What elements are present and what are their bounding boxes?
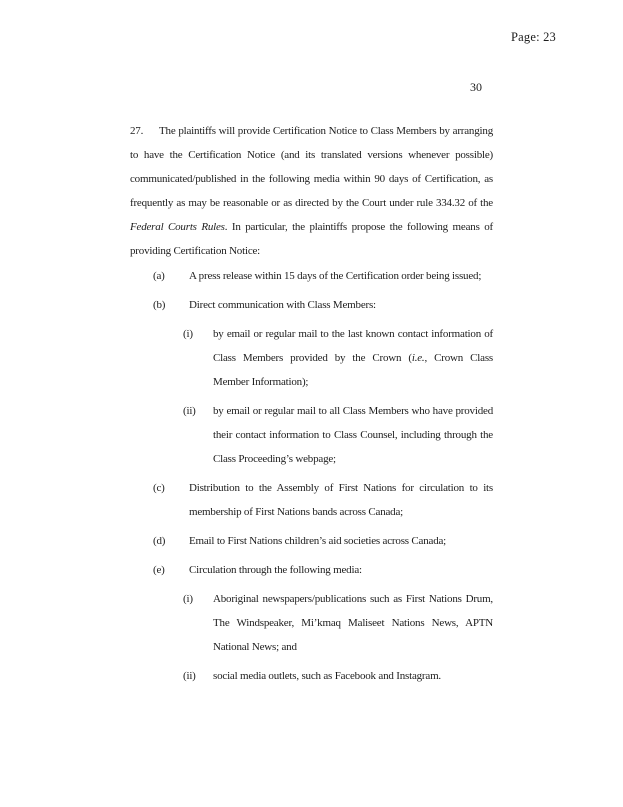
list-item-text: [213, 670, 441, 682]
certification-notice-list: [130, 264, 493, 688]
list-item-ii: [183, 664, 493, 688]
text-segment: The plaintiffs will provide Certification Notice to Class Members by arranging to have the Certification Notice (and its translated versions whenever possible) communicated/published in the following media within 90 days of Certification, as frequently as may be reasonable or as directed by the Court under rule 334.32 of the: [130, 125, 493, 209]
list-item-marker: (ii): [183, 405, 196, 417]
document-page-number: 30: [470, 80, 482, 94]
text-segment: Distribution to the Assembly of First Nations for circulation to its membership of First Nations bands across Canada;: [189, 482, 493, 518]
italic-text-segment: i.e.: [411, 352, 425, 364]
list-item-marker: (b): [153, 299, 166, 311]
list-item-text: [213, 405, 493, 465]
list-item-a: [153, 264, 493, 288]
text-segment: . In particular, the plaintiffs propose the following means of providing Certification Notice:: [130, 221, 493, 257]
list-item-text: [189, 482, 493, 518]
list-item-e: [153, 558, 493, 582]
text-segment: by email or regular mail to all Class Members who have provided their contact information to Class Counsel, including through the Class Proceeding’s webpage;: [213, 405, 493, 465]
text-segment: Circulation through the following media:: [189, 564, 362, 576]
italic-text-segment: Federal Courts Rules: [130, 221, 225, 233]
text-segment: , Crown Class Member Information);: [213, 352, 493, 388]
list-item-text: [213, 593, 493, 653]
text-segment: Aboriginal newspapers/publications such as First Nations Drum, The Windspeaker, Mi’kmaq Maliseet Nations News, APTN National News; and: [213, 593, 493, 653]
text-segment: Email to First Nations children’s aid societies across Canada;: [189, 535, 447, 547]
list-item-text: [189, 564, 362, 576]
list-item-ii: [183, 399, 493, 471]
list-item-marker: (i): [183, 328, 193, 340]
paragraph-27: [130, 119, 493, 263]
list-item-i: [183, 322, 493, 394]
list-item-marker: (e): [153, 564, 165, 576]
list-item-marker: (d): [153, 535, 166, 547]
text-segment: A press release within 15 days of the Certification order being issued;: [189, 270, 482, 282]
list-item-text: [189, 535, 446, 547]
list-item-i: [183, 587, 493, 659]
list-item-text: [189, 270, 481, 282]
list-item-text: [189, 299, 376, 311]
paragraph-number: 27.: [130, 125, 144, 137]
list-item-text: [213, 328, 493, 388]
text-segment: by email or regular mail to the last known contact information of Class Members provided by the Crown (: [213, 328, 493, 364]
text-segment: Direct communication with Class Members:: [189, 299, 376, 311]
text-segment: social media outlets, such as Facebook and Instagram.: [213, 670, 441, 682]
list-item-marker: (c): [153, 482, 165, 494]
list-item-marker: (a): [153, 270, 165, 282]
list-item-marker: (ii): [183, 670, 196, 682]
page-header-label: Page: 23: [511, 30, 556, 44]
document-content: [130, 119, 493, 688]
paragraph-body: [130, 125, 493, 257]
list-item-c: [153, 476, 493, 524]
list-item-b: [153, 293, 493, 317]
list-item-marker: (i): [183, 593, 193, 605]
list-item-d: [153, 529, 493, 553]
